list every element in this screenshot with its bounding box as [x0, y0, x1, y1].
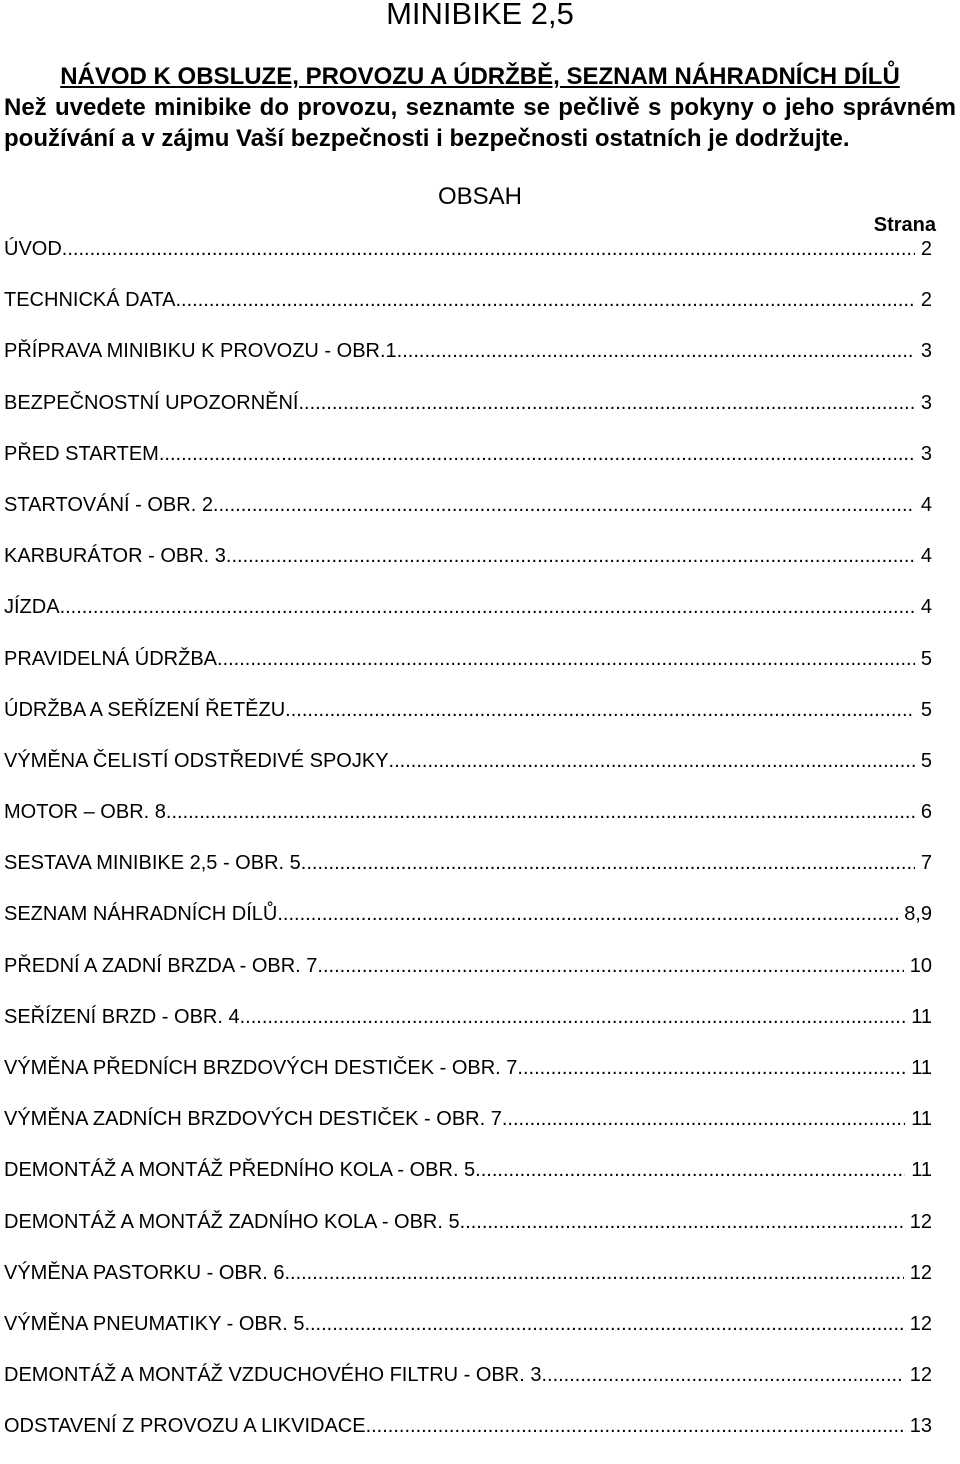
toc-entry[interactable]: [4, 286, 932, 337]
toc-entry[interactable]: [4, 1361, 932, 1412]
toc-entry[interactable]: [4, 1105, 932, 1156]
toc-entry[interactable]: [4, 696, 932, 747]
toc-entry-page: 10: [909, 954, 932, 977]
toc-entry-page: 11: [911, 1005, 932, 1028]
toc-dot-leader: [481, 1156, 905, 1184]
toc-entry[interactable]: [4, 1208, 932, 1259]
toc-entry-label: PŘED STARTEM: [4, 442, 159, 465]
toc-entry-page: 13: [909, 1415, 932, 1438]
intro-paragraph: Než uvedete minibike do provozu, seznamte se pečlivě s pokyny o jeho správném používání a v zájmu Vaší bezpečnosti i bezpečnosti ostatních je dodržujte.: [4, 94, 956, 152]
toc-entry-label: SEŘÍZENÍ BRZD - OBR. 4: [4, 1005, 240, 1028]
toc-dot-leader: [517, 1054, 905, 1082]
toc-entry-page: 7: [920, 852, 932, 875]
toc-entry[interactable]: [4, 491, 932, 542]
toc-entry-label: VÝMĚNA ČELISTÍ ODSTŘEDIVÉ SPOJKY: [4, 749, 389, 772]
toc-entry-label: BEZPEČNOSTNÍ UPOZORNĚNÍ: [4, 391, 299, 414]
toc-entry[interactable]: [4, 1412, 932, 1463]
toc-dot-leader: [240, 1003, 906, 1031]
toc-entry-label: DEMONTÁŽ A MONTÁŽ ZADNÍHO KOLA - OBR. 5: [4, 1210, 460, 1233]
toc-entry[interactable]: [4, 235, 932, 286]
toc-entry[interactable]: [4, 645, 932, 696]
toc-entry-page: 12: [909, 1312, 932, 1335]
toc-entry-label: PŘÍPRAVA MINIBIKU K PROVOZU - OBR.1: [4, 340, 397, 363]
toc-dot-leader: [298, 389, 914, 417]
toc-entry[interactable]: [4, 747, 932, 798]
table-of-contents: [4, 235, 932, 1464]
toc-entry-label: PŘEDNÍ A ZADNÍ BRZDA - OBR. 7: [4, 954, 318, 977]
toc-entry[interactable]: [4, 389, 932, 440]
toc-page-column-label: Strana: [873, 214, 936, 236]
toc-dot-leader: [310, 1310, 904, 1338]
toc-entry-page: 3: [920, 391, 932, 414]
toc-dot-leader: [219, 491, 915, 519]
toc-dot-leader: [60, 593, 915, 621]
toc-dot-leader: [541, 1361, 903, 1389]
toc-entry-page: 2: [920, 238, 932, 260]
toc-entry-page: 4: [920, 596, 932, 619]
toc-entry-label: DEMONTÁŽ A MONTÁŽ VZDUCHOVÉHO FILTRU - OBR. 3: [4, 1364, 542, 1387]
toc-entry[interactable]: [4, 1003, 932, 1054]
toc-dot-leader: [277, 900, 898, 928]
toc-entry[interactable]: [4, 849, 932, 900]
toc-entry-page: 5: [920, 647, 932, 670]
toc-dot-leader: [389, 747, 915, 775]
toc-entry-label: VÝMĚNA PNEUMATIKY - OBR. 5.: [4, 1312, 310, 1335]
toc-entry[interactable]: [4, 1156, 932, 1207]
toc-dot-leader: [317, 952, 903, 980]
document-title: MINIBIKE 2,5: [386, 0, 574, 31]
toc-entry[interactable]: [4, 1310, 932, 1361]
toc-dot-leader: [217, 645, 915, 673]
toc-heading: OBSAH: [437, 183, 523, 210]
toc-entry-page: 4: [920, 545, 932, 568]
toc-dot-leader: [62, 235, 915, 263]
toc-entry-label: KARBURÁTOR - OBR. 3: [4, 545, 226, 568]
toc-dot-leader: [460, 1208, 904, 1236]
toc-entry-page: 12: [909, 1210, 932, 1233]
toc-entry[interactable]: [4, 593, 932, 644]
toc-entry[interactable]: [4, 798, 932, 849]
toc-dot-leader: [226, 542, 915, 570]
toc-entry[interactable]: [4, 1054, 932, 1105]
toc-entry-label: ÚVOD: [4, 238, 62, 260]
toc-entry-page: 3: [920, 340, 932, 363]
toc-entry-label: STARTOVÁNÍ - OBR. 2.: [4, 493, 219, 516]
toc-entry-page: 11: [911, 1108, 932, 1131]
toc-dot-leader: [285, 696, 915, 724]
toc-entry[interactable]: [4, 900, 932, 951]
toc-dot-leader: [159, 440, 915, 468]
toc-entry-label: SESTAVA MINIBIKE 2,5 - OBR. 5.: [4, 852, 307, 875]
toc-entry-label: SEZNAM NÁHRADNÍCH DÍLŮ: [4, 903, 278, 926]
toc-entry[interactable]: [4, 952, 932, 1003]
toc-dot-leader: [397, 337, 915, 365]
toc-entry-page: 12: [909, 1364, 932, 1387]
toc-entry-label: JÍZDA: [4, 596, 60, 619]
toc-entry[interactable]: [4, 1259, 932, 1310]
toc-dot-leader: [171, 798, 914, 826]
toc-entry-page: 3: [920, 442, 932, 465]
toc-entry-label: MOTOR – OBR. 8.: [4, 801, 172, 824]
toc-entry-page: 5: [920, 698, 932, 721]
toc-entry-label: VÝMĚNA PŘEDNÍCH BRZDOVÝCH DESTIČEK - OBR. 7: [4, 1057, 518, 1079]
toc-entry-page: 2: [920, 289, 932, 312]
toc-entry-page: 6: [920, 801, 932, 824]
toc-dot-leader: [366, 1412, 904, 1440]
toc-entry-page: 5: [920, 749, 932, 772]
toc-entry-label: ÚDRŽBA A SEŘÍZENÍ ŘETĚZU: [4, 698, 286, 721]
toc-entry-label: PRAVIDELNÁ ÚDRŽBA: [4, 647, 218, 670]
toc-dot-leader: [176, 286, 915, 314]
toc-dot-leader: [306, 849, 915, 877]
toc-entry-label: ODSTAVENÍ Z PROVOZU A LIKVIDACE: [4, 1415, 366, 1438]
toc-entry[interactable]: [4, 542, 932, 593]
document-subtitle: NÁVOD K OBSLUZE, PROVOZU A ÚDRŽBĚ, SEZNAM NÁHRADNÍCH DÍLŮ: [60, 63, 900, 90]
toc-entry[interactable]: [4, 440, 932, 491]
toc-entry[interactable]: [4, 337, 932, 388]
toc-dot-leader: [507, 1105, 905, 1133]
toc-entry-page: 8,9: [904, 903, 932, 926]
toc-dot-leader: [284, 1259, 903, 1287]
toc-entry-page: 12: [909, 1261, 932, 1284]
toc-entry-page: 11: [911, 1057, 932, 1079]
toc-entry-page: 11: [911, 1159, 932, 1182]
toc-entry-label: VÝMĚNA PASTORKU - OBR. 6: [4, 1261, 285, 1284]
toc-entry-page: 4: [920, 493, 932, 516]
toc-entry-label: TECHNICKÁ DATA: [4, 289, 176, 312]
toc-entry-label: DEMONTÁŽ A MONTÁŽ PŘEDNÍHO KOLA - OBR. 5.: [4, 1159, 481, 1182]
toc-entry-label: VÝMĚNA ZADNÍCH BRZDOVÝCH DESTIČEK - OBR. 7.: [4, 1108, 508, 1131]
